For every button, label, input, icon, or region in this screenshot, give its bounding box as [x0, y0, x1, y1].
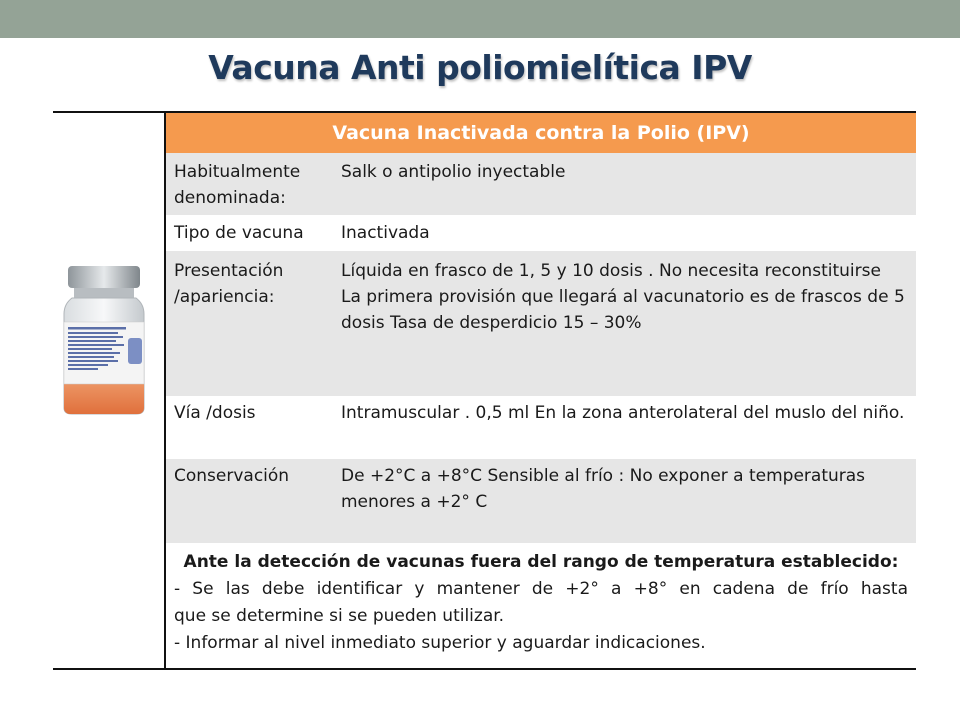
value-line: En la zona anterolateral del muslo del niño.: [534, 403, 905, 423]
row-label: Conservación: [174, 466, 290, 486]
value-line: La primera provisión que llegará al vacunatorio es de: [341, 287, 796, 307]
row-presentation: [166, 251, 916, 396]
row-value: [341, 220, 916, 251]
value-line: Tasa de desperdicio 15 – 30%: [390, 313, 642, 333]
row-label: Presentación /apariencia:: [174, 261, 284, 307]
value-line: frascos de 5 dosis: [341, 287, 905, 333]
row-vaccine-type: [166, 215, 916, 251]
row-value: [341, 400, 916, 459]
value-line: Salk o antipolio inyectable: [341, 162, 566, 182]
note-bullet-line: - Informar al nivel inmediato superior y aguardar indicaciones.: [174, 633, 706, 653]
row-route-dose: [166, 396, 916, 459]
row-habitual-name: [166, 153, 916, 215]
vaccine-info-table: [166, 113, 916, 657]
row-storage: [166, 459, 916, 543]
note-bullet-line: - Se las debe identificar y mantener de +2° a +8° en cadena de frío hasta: [174, 579, 908, 599]
value-line: Sensible al frío : No exponer a temperaturas menores a: [341, 466, 866, 512]
value-line: Inactivada: [341, 223, 430, 243]
row-label: Habitualmente denominada:: [174, 162, 301, 208]
row-value: [341, 258, 916, 396]
value-line: +2° C: [436, 492, 488, 512]
value-line: De +2°C a +8°C: [341, 466, 483, 486]
temperature-note: [166, 543, 916, 657]
row-label: Vía /dosis: [174, 403, 256, 423]
value-line: Intramuscular . 0,5 ml: [341, 403, 530, 423]
row-value: [341, 159, 916, 215]
vaccine-vial-icon: [58, 262, 150, 417]
slide-title: Vacuna Anti poliomielítica IPV: [208, 48, 752, 87]
row-label: Tipo de vacuna: [174, 223, 304, 243]
value-line: No necesita reconstituirse: [658, 261, 881, 281]
table-header: Vacuna Inactivada contra la Polio (IPV): [166, 113, 916, 153]
top-accent-bar: [0, 0, 960, 38]
note-bullet-line: que se determine si se pueden utilizar.: [174, 606, 505, 626]
row-value: [341, 463, 916, 543]
value-line: Líquida en frasco de 1, 5 y 10 dosis .: [341, 261, 654, 281]
note-heading: Ante la detección de vacunas fuera del rango de temperatura establecido:: [183, 552, 899, 572]
